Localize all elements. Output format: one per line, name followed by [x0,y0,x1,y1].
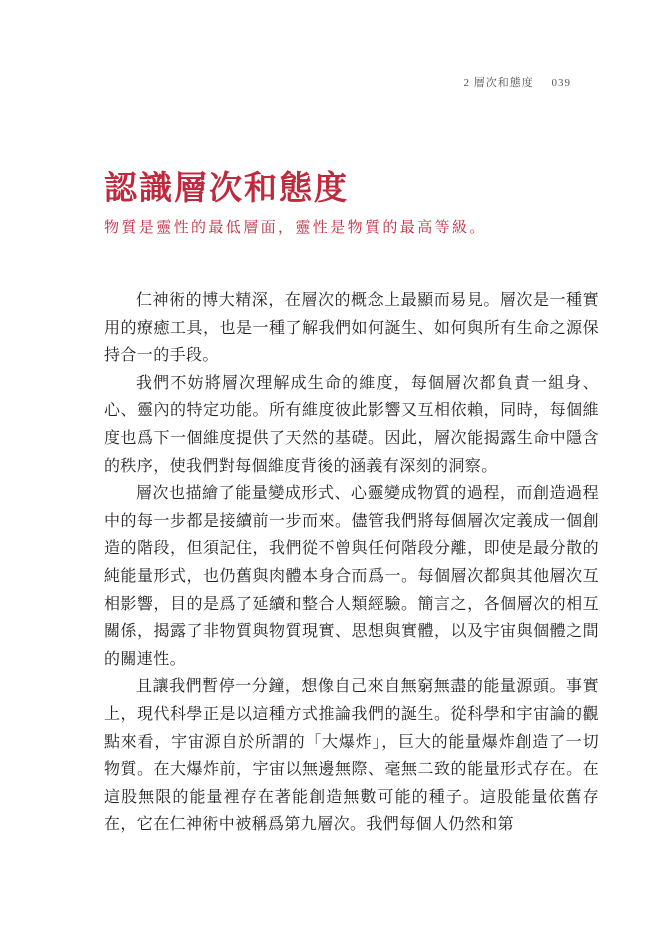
body-text [104,286,599,838]
paragraph: 層次也描繪了能量變成形式、心靈變成物質的過程，而創造過程中的每一步都是接續前一步而來。儘管我們將每個層次定義成一個創造的階段，但須記住，我們從不曾與任何階段分離，即使是最分散的純能量形式，也仍舊與肉體本身合而爲一。每個層次都與其他層次互相影響，目的是爲了延續和整合人類經驗。簡言之，各個層次的相互關係，揭露了非物質與物質現實、思想與實體，以及宇宙與個體之間的關連性。 [104,483,599,668]
paragraph: 且讓我們暫停一分鐘，想像自己來自無窮無盡的能量源頭。事實上，現代科學正是以這種方式推論我們的誕生。從科學和宇宙論的觀點來看，宇宙源自於所謂的「大爆炸」，巨大的能量爆炸創造了一切物質。在大爆炸前，宇宙以無邊無際、毫無二致的能量形式存在。在這股無限的能量裡存在著能創造無數可能的種子。這股能量依舊存在，它在仁神術中被稱爲第九層次。我們每個人仍然和第 [104,676,599,834]
paragraph: 仁神術的博大精深，在層次的概念上最顯而易見。層次是一種實用的療癒工具，也是一種了解我們如何誕生、如何與所有生命之源保持合一的手段。 [104,290,599,365]
running-header-chapter: 2 層次和態度 [463,77,534,89]
section-epigraph: 物質是靈性的最低層面，靈性是物質的最高等級。 [104,218,487,236]
section-title: 認識層次和態度 [104,168,349,207]
running-header [464,74,572,90]
paragraph: 我們不妨將層次理解成生命的維度，每個層次都負責一組身、心、靈內的特定功能。所有維度彼此影響又互相依賴，同時，每個維度也爲下一個維度提供了天然的基礎。因此，層次能揭露生命中隱含的秩序，使我們對每個維度背後的涵義有深刻的洞察。 [104,372,599,475]
page-number: 039 [551,77,571,89]
